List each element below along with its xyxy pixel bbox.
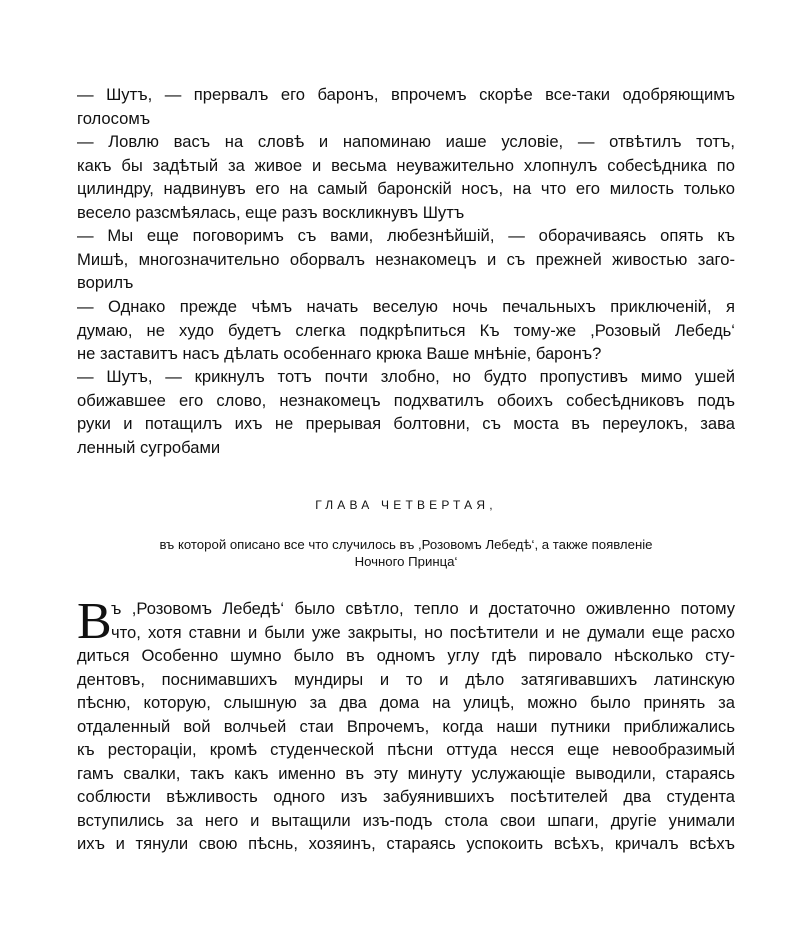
dialogue-paragraph-1 [77,83,735,130]
text-line: что, хотя ставни и были уже закрыты, но посѣтители и не думали еще расхо [111,622,735,642]
chapter-subtitle [77,536,735,570]
chapter-title: ГЛАВА ЧЕТВЕРТАЯ, [315,498,497,512]
text-line: какъ бы задѣтый за живое и весьма неуважительно хлопнулъ собесѣдника по [77,155,735,175]
text-line: обижавшее его слово, незнакомецъ подхватилъ обоихъ собесѣдниковъ подъ [77,390,735,410]
text-line: не заставитъ насъ дѣлать особеннаго крюка Ваше мнѣніе, баронъ? [77,344,602,363]
chapter-subtitle-line: Ночного Принца‘ [354,554,458,569]
text-line: цилиндру, надвинувъ его на самый баронскій носъ, на что его милость только [77,179,735,198]
chapter-subtitle-line: въ которой описано все что случилось въ ,Розовомъ Лебедѣ‘, а также появленіе [159,537,653,552]
text-line: вступились за него и вытащили изъ-подъ стола свои шпаги, другіе унимали [77,810,735,830]
text-line: ъ ,Розовомъ Лебедѣ‘ было свѣтло, тепло и достаточно оживленно потому [111,599,735,618]
dialogue-paragraph-2 [77,130,735,224]
dialogue-paragraph-3 [77,224,735,295]
text-line: — Ловлю васъ на словѣ и напоминаю иаше условіе, — отвѣтилъ тотъ, [77,132,735,151]
text-line: думаю, не худо будетъ слегка подкрѣпиться Къ тому-же ,Розовый Лебедь‘ [77,320,735,340]
text-line: ихъ и тянули свою пѣснь, хозяинъ, стараясь успокоить всѣхъ, кричалъ всѣхъ [77,834,735,853]
text-line: — Однако прежде чѣмъ начать веселую ночь печальныхъ приключеній, я [77,297,735,316]
text-line: отдаленный вой волчьей стаи Впрочемъ, когда наши путники приближались [77,716,735,736]
text-line: весело разсмѣялась, еще разъ воскликнувъ Шутъ [77,202,465,222]
dialogue-paragraph-5 [77,365,735,459]
text-line: къ ресторацiи, кромѣ студенческой пѣсни оттуда несся еще невообразимый [77,740,735,759]
text-line: — Шутъ, — прервалъ его баронъ, впрочемъ скорѣе все-таки одобряющимъ [77,85,735,104]
text-line: Мишѣ, многозначительно оборвалъ незнакомецъ и съ прежней живостью заго- [77,249,735,269]
text-line: дентовъ, поснимавшихъ мундиры и то и дѣло затягивавшихъ латинскую [77,669,735,689]
body-lines [77,644,735,856]
text-line: соблюсти вѣжливость одного изъ забуянившихъ посѣтителей два студента [77,787,735,806]
drop-cap-lines [77,593,735,650]
text-line: пѣсню, которую, слышную за два дома на улицѣ, можно было принять за [77,693,735,712]
text-line: — Шутъ, — крикнулъ тотъ почти злобно, но будто пропустивъ мимо ушей [77,367,735,386]
drop-cap [77,593,113,650]
text-line: диться Особенно шумно было въ одномъ углу гдѣ пировало нѣсколько сту- [77,646,735,665]
chapter-body [77,593,735,856]
text-line: голосомъ [77,108,151,128]
dialogue-paragraph-4 [77,295,735,366]
text-line: гамъ свалки, такъ какъ именно въ эту минуту услужающіе выводили, стараясь [77,763,735,783]
text-line: ворилъ [77,273,134,292]
text-line: руки и потащилъ ихъ не прерывая болтовни, съ моста въ переулокъ, зава [77,414,735,433]
text-line: ленный сугробами [77,437,221,457]
drop-cap-letter: В [77,593,112,650]
text-line: — Мы еще поговоримъ съ вами, любезнѣйшій, — оборачиваясь опять къ [77,226,735,245]
